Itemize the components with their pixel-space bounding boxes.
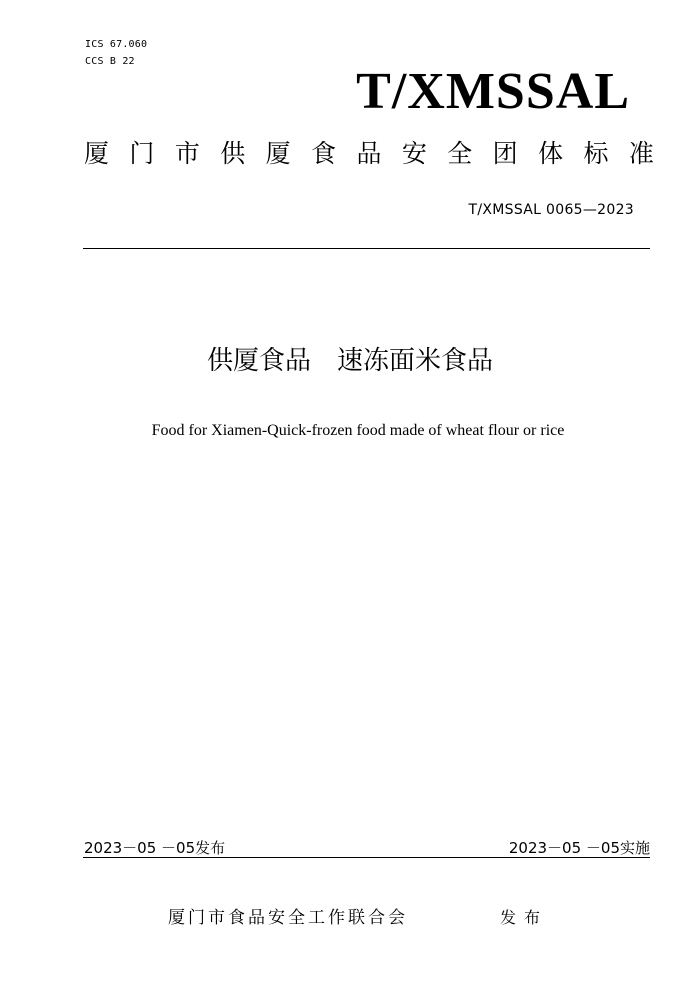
standard-brand-code: T/XMSSAL <box>356 63 630 120</box>
header-divider <box>83 248 650 249</box>
issuing-organization: 厦门市食品安全工作联合会 <box>168 908 408 928</box>
classification-codes <box>85 36 147 70</box>
standard-type-char: 准 <box>628 139 654 168</box>
standard-type-char: 门 <box>129 139 155 168</box>
ccs-code: CCS B 22 <box>85 56 135 67</box>
standard-type-char: 体 <box>538 139 564 168</box>
standard-type-title <box>84 136 654 172</box>
standard-type-char: 全 <box>447 139 473 168</box>
standard-type-char: 安 <box>401 139 427 168</box>
implementation-date: 2023－05 －05实施 <box>508 839 650 857</box>
standard-type-char: 市 <box>174 139 200 168</box>
standard-type-char: 供 <box>220 139 246 168</box>
footer-divider <box>83 857 650 858</box>
release-date: 2023－05 －05发布 <box>84 839 226 857</box>
standard-type-char: 品 <box>356 139 382 168</box>
standard-type-char: 食 <box>311 139 337 168</box>
standard-type-char: 标 <box>583 139 609 168</box>
document-title-english: Food for Xiamen-Quick-frozen food made of wheat flour or rice <box>151 422 565 439</box>
document-title-chinese: 供厦食品 速冻面米食品 <box>206 346 493 376</box>
standard-type-char: 厦 <box>265 139 291 168</box>
standard-type-char: 厦 <box>84 139 110 168</box>
standard-type-char: 团 <box>492 139 518 168</box>
publish-label: 发布 <box>500 908 549 927</box>
standard-number: T/XMSSAL 0065—2023 <box>468 202 634 218</box>
ics-code: ICS 67.060 <box>85 39 148 50</box>
